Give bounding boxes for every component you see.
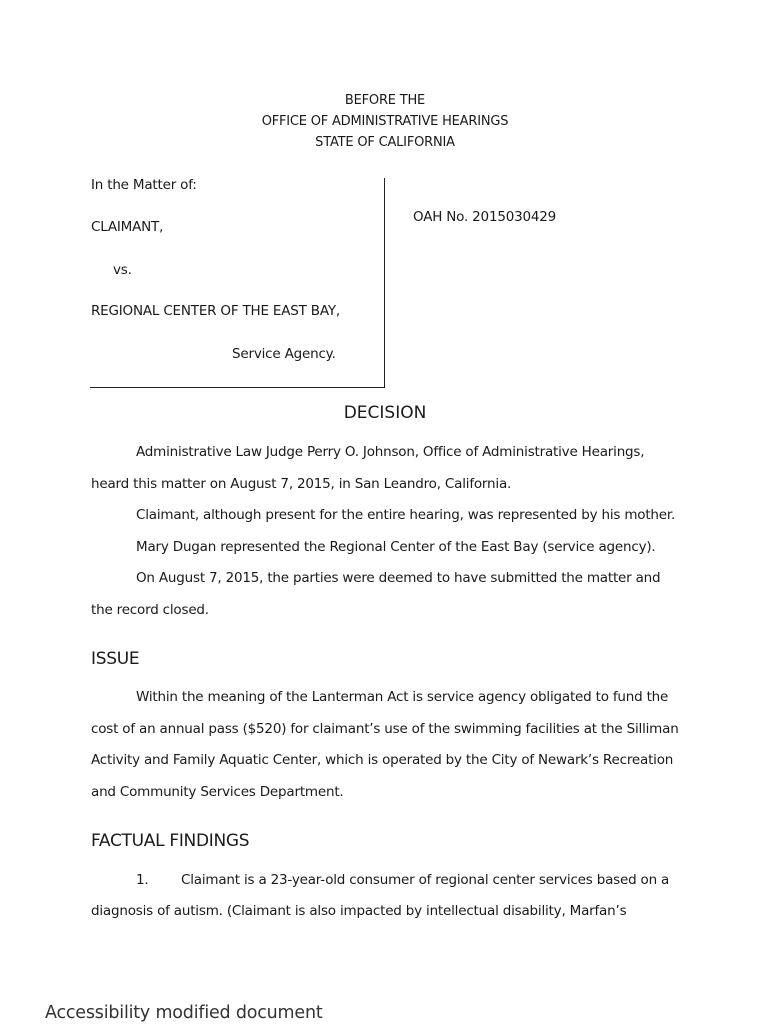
- finding-number: 1.: [136, 872, 149, 888]
- issue-heading: ISSUE: [91, 649, 140, 669]
- intro-paragraph-4-line-1: On August 7, 2015, the parties were deemed to have submitted the matter and: [136, 570, 661, 586]
- caption-service-agency: Service Agency.: [232, 346, 336, 362]
- intro-paragraph-3: Mary Dugan represented the Regional Center of the East Bay (service agency).: [136, 539, 656, 555]
- header-line-office: OFFICE OF ADMINISTRATIVE HEARINGS: [261, 114, 509, 129]
- caption-respondent: REGIONAL CENTER OF THE EAST BAY,: [91, 303, 340, 319]
- header-line-before: BEFORE THE: [344, 93, 426, 108]
- issue-line-3: Activity and Family Aquatic Center, which is operated by the City of Newark’s Recreation: [91, 752, 674, 768]
- caption-claimant: CLAIMANT,: [91, 219, 164, 235]
- caption-vs: vs.: [113, 262, 132, 278]
- issue-line-1: Within the meaning of the Lanterman Act is service agency obligated to fund the: [136, 689, 669, 705]
- issue-line-4: and Community Services Department.: [91, 784, 344, 800]
- issue-line-2: cost of an annual pass ($520) for claimant’s use of the swimming facilities at the Silliman: [91, 721, 679, 737]
- caption-matter: In the Matter of:: [91, 177, 197, 193]
- finding-1-line-2: diagnosis of autism. (Claimant is also impacted by intellectual disability, Marfan’s: [91, 903, 627, 919]
- caption-vertical-rule: [384, 178, 385, 388]
- intro-paragraph-2: Claimant, although present for the entire hearing, was represented by his mother.: [136, 507, 676, 523]
- decision-title: DECISION: [343, 403, 427, 423]
- caption-horizontal-rule: [90, 387, 385, 388]
- accessibility-footer: Accessibility modified document: [45, 1003, 323, 1023]
- intro-paragraph-1-line-1: Administrative Law Judge Perry O. Johnson, Office of Administrative Hearings,: [136, 444, 645, 460]
- intro-paragraph-4-line-2: the record closed.: [91, 602, 209, 618]
- intro-paragraph-1-line-2: heard this matter on August 7, 2015, in San Leandro, California.: [91, 476, 512, 492]
- case-number: OAH No. 2015030429: [413, 209, 557, 225]
- findings-heading: FACTUAL FINDINGS: [91, 831, 250, 851]
- finding-1-line-1: Claimant is a 23-year-old consumer of regional center services based on a: [181, 872, 670, 888]
- header-line-state: STATE OF CALIFORNIA: [315, 135, 455, 150]
